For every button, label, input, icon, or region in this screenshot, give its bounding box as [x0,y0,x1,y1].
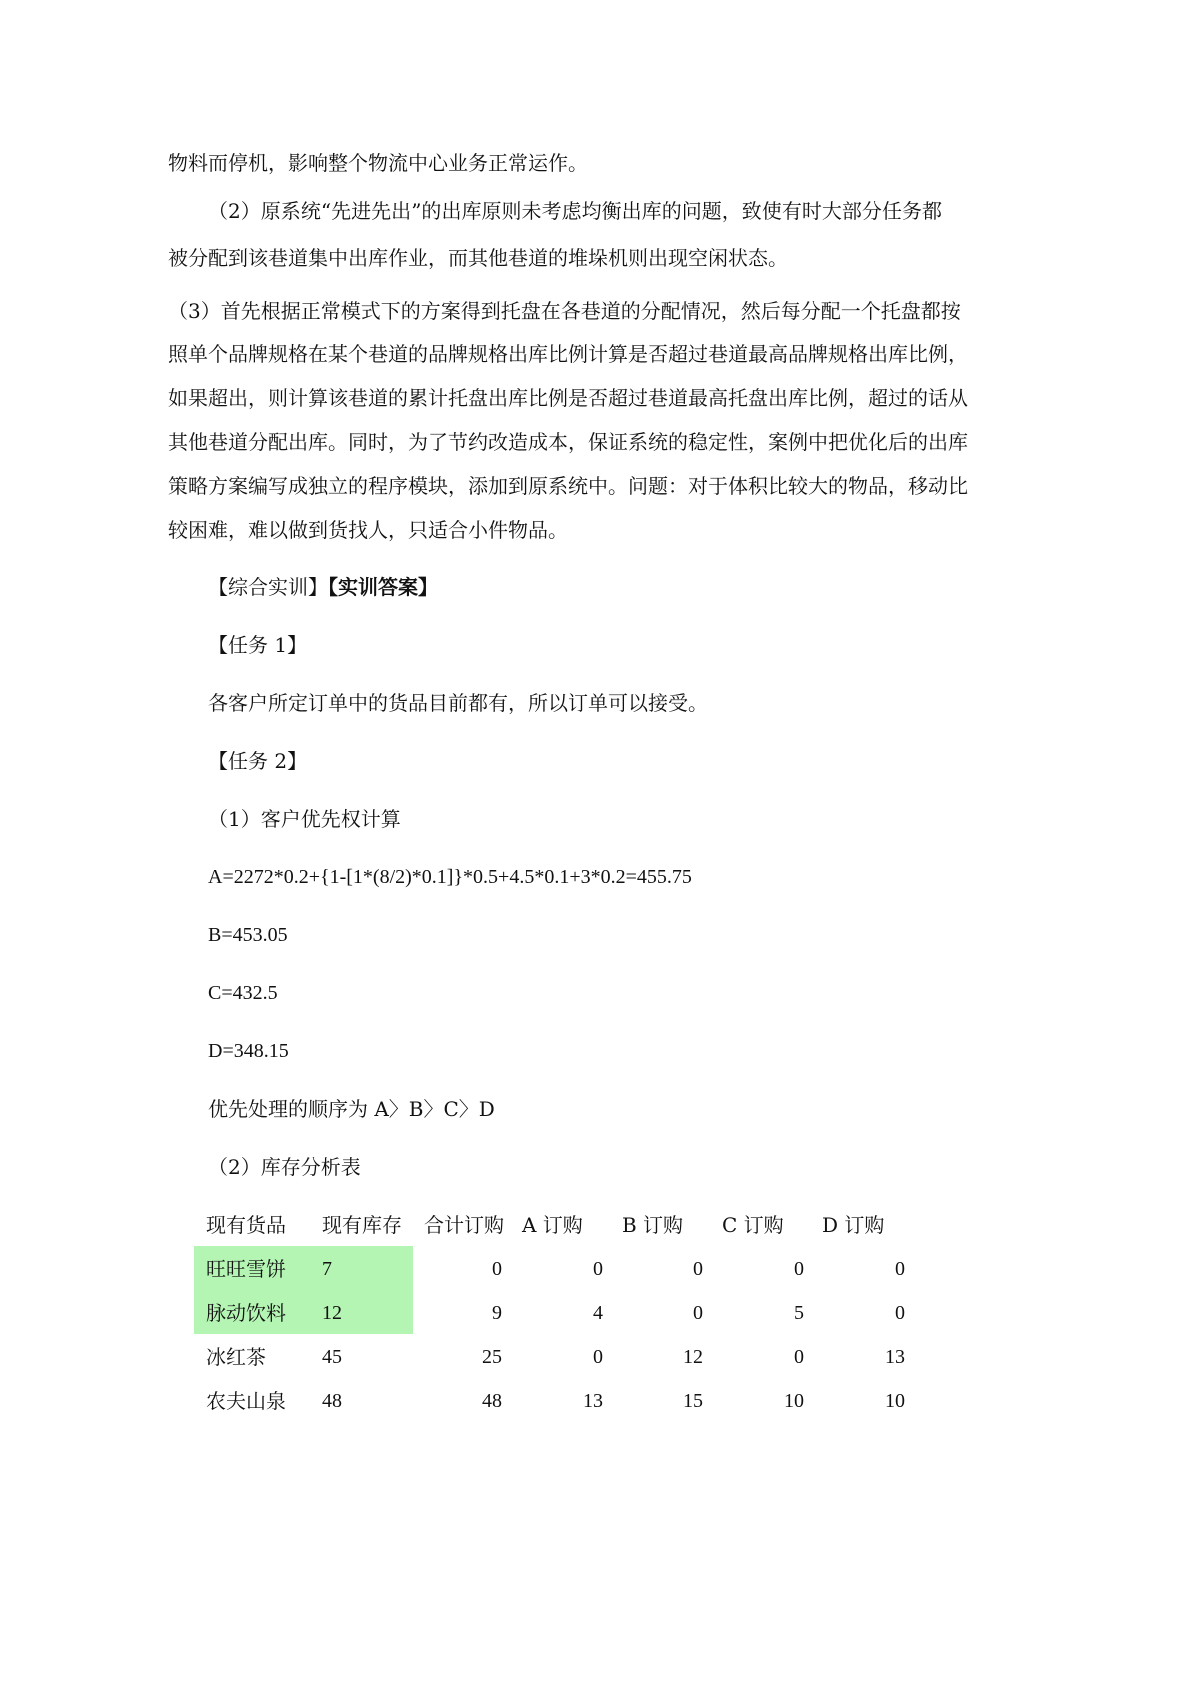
section-title-part2: 【实训答案】 [328,575,438,599]
table-cell: 25 [482,1346,502,1368]
table-header-cell: A 订购 [522,1213,583,1237]
table-cell: 12 [322,1302,342,1324]
formula-a: A=2272*0.2+{1-[1*(8/2)*0.1]}*0.5+4.5*0.1+3*0.2=455.75 [208,866,692,888]
table-cell: 10 [784,1390,804,1412]
table-cell: 0 [693,1258,703,1280]
table-cell: 7 [322,1258,332,1280]
formula-d: D=348.15 [208,1040,289,1062]
table-cell: 0 [593,1346,603,1368]
table-header-cell: 现有库存 [322,1213,402,1237]
task1-heading: 【任务 1】 [208,633,308,657]
table-cell: 4 [593,1302,603,1324]
subheading-inventory: （2）库存分析表 [208,1155,361,1179]
table-cell: 0 [593,1258,603,1280]
table-cell: 48 [482,1390,502,1412]
table-header-cell: B 订购 [622,1213,684,1237]
task2-heading: 【任务 2】 [208,749,308,773]
table-cell: 13 [885,1346,905,1368]
table-cell: 冰红茶 [206,1345,266,1369]
paragraph-line: 物料而停机，影响整个物流中心业务正常运作。 [168,151,588,175]
table-cell: 9 [492,1302,502,1324]
paragraph-line: 如果超出，则计算该巷道的累计托盘出库比例是否超过巷道最高托盘出库比例，超过的话从 [168,386,968,410]
section-title-part1: 【综合实训】 [208,575,328,599]
table-cell: 农夫山泉 [206,1389,286,1413]
table-cell: 0 [693,1302,703,1324]
paragraph-line: 其他巷道分配出库。同时，为了节约改造成本，保证系统的稳定性，案例中把优化后的出库 [168,430,968,454]
table-cell: 45 [322,1346,342,1368]
table-cell: 12 [683,1346,703,1368]
table-header-cell: C 订购 [722,1213,784,1237]
table-cell: 15 [683,1390,703,1412]
task1-text: 各客户所定订单中的货品目前都有，所以订单可以接受。 [208,691,708,715]
paragraph-line: 策略方案编写成独立的程序模块，添加到原系统中。问题：对于体积比较大的物品，移动比 [168,474,968,498]
table-cell: 5 [794,1302,804,1324]
formula-b: B=453.05 [208,924,288,946]
table-header-cell: 现有货品 [206,1213,286,1237]
table-header-cell: D 订购 [822,1213,885,1237]
table-header-cell: 合计订购 [424,1213,504,1237]
table-cell: 48 [322,1390,342,1412]
table-cell: 旺旺雪饼 [206,1257,286,1281]
paragraph-line: 照单个品牌规格在某个巷道的品牌规格出库比例计算是否超过巷道最高品牌规格出库比例， [168,342,968,366]
table-cell: 10 [885,1390,905,1412]
section-title [208,572,438,602]
table-cell: 13 [583,1390,603,1412]
table-cell: 0 [895,1302,905,1324]
paragraph-line: （3）首先根据正常模式下的方案得到托盘在各巷道的分配情况，然后每分配一个托盘都按 [168,299,961,323]
priority-order: 优先处理的顺序为 A〉B〉C〉D [208,1097,495,1121]
paragraph-line: （2）原系统“先进先出”的出库原则未考虑均衡出库的问题，致使有时大部分任务都 [208,199,942,223]
table-cell: 0 [794,1258,804,1280]
formula-c: C=432.5 [208,982,278,1004]
paragraph-line: 被分配到该巷道集中出库作业，而其他巷道的堆垛机则出现空闲状态。 [168,246,788,270]
table-cell: 0 [492,1258,502,1280]
subheading-priority: （1）客户优先权计算 [208,807,401,831]
table-cell: 0 [895,1258,905,1280]
table-cell: 0 [794,1346,804,1368]
table-cell: 脉动饮料 [206,1301,286,1325]
paragraph-line: 较困难，难以做到货找人，只适合小件物品。 [168,518,568,542]
